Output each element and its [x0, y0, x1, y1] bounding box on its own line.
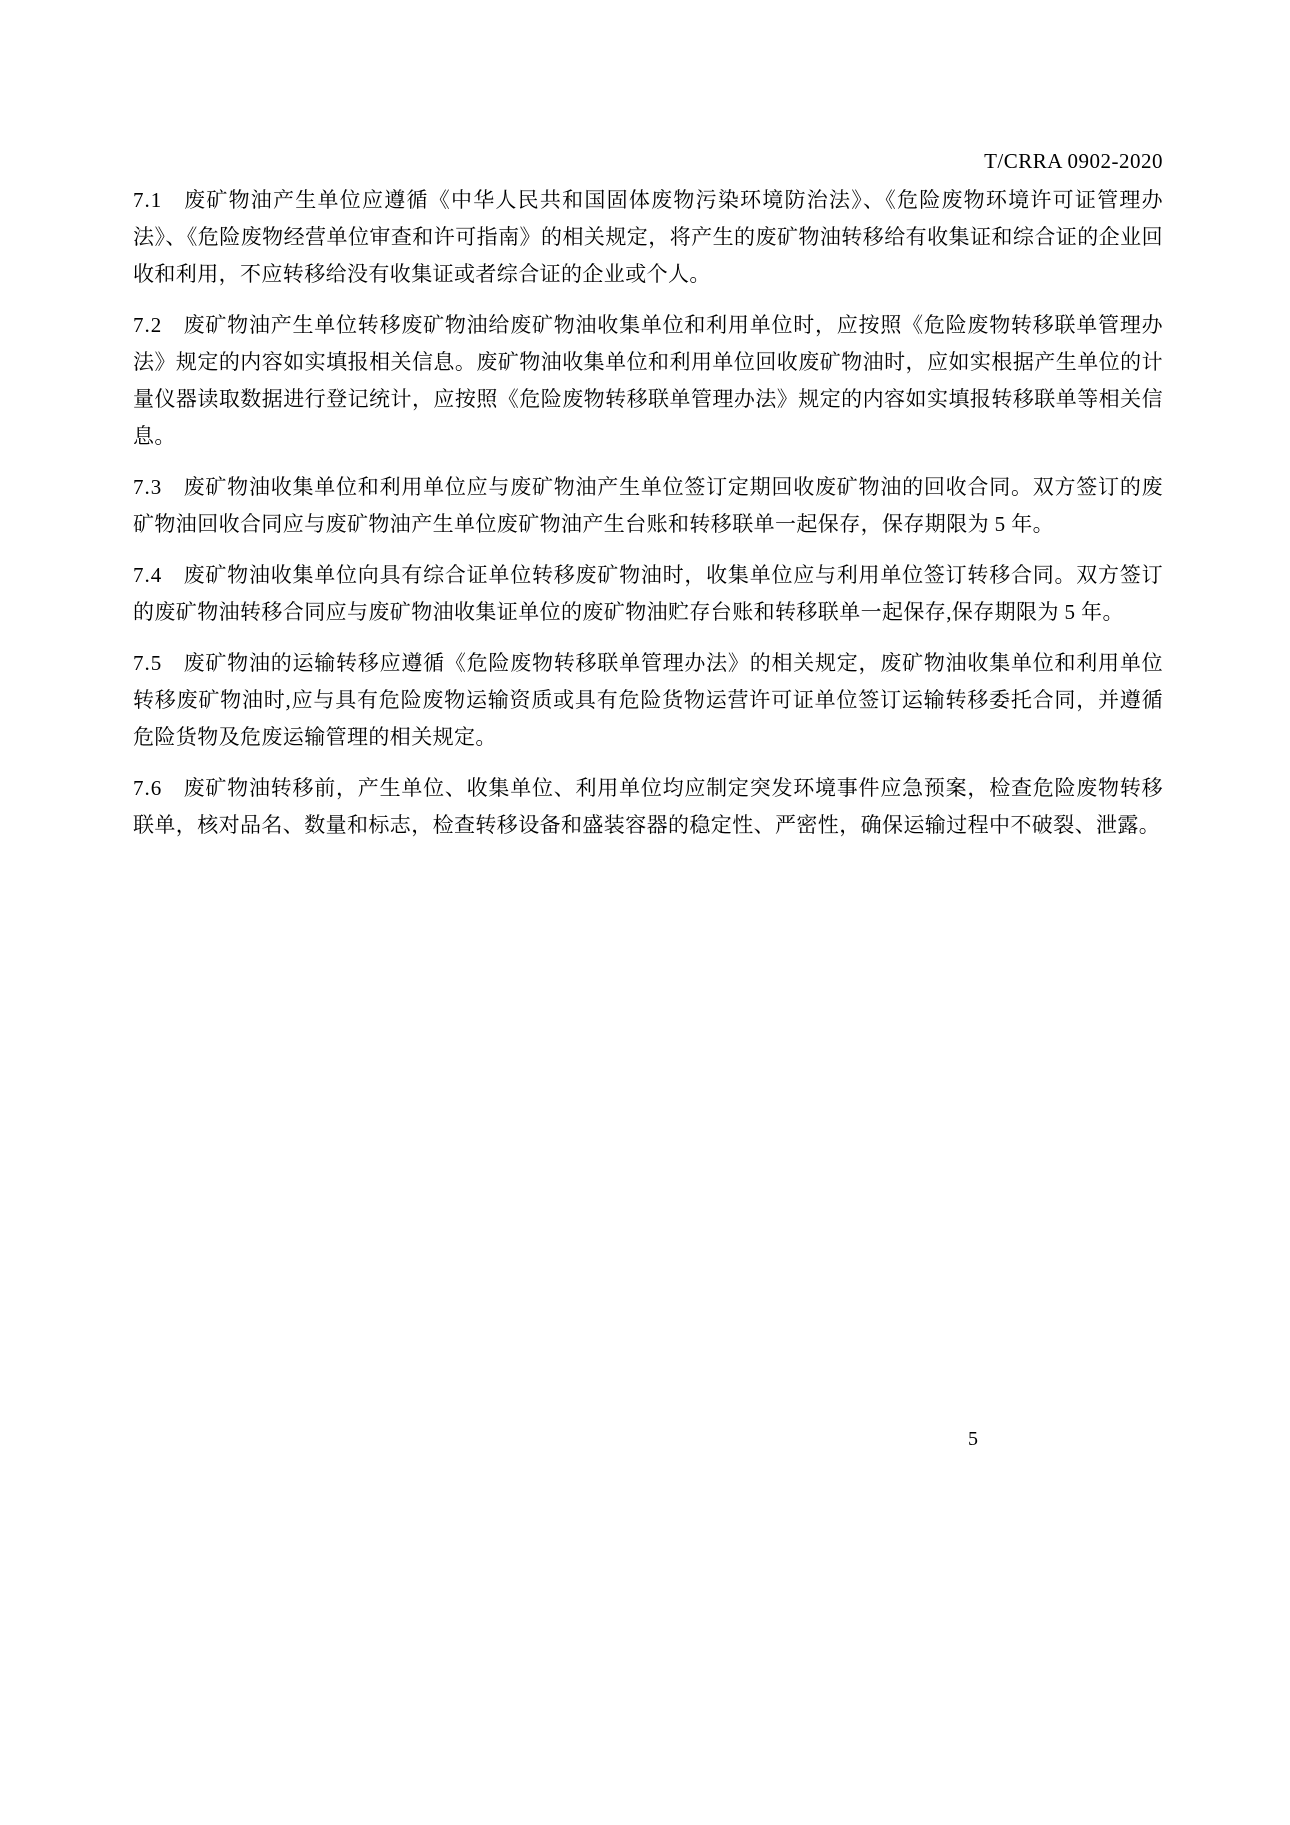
clause-7-4	[133, 557, 1163, 631]
page-number: 5	[968, 1428, 978, 1450]
clause-7-6	[133, 770, 1163, 844]
clause-7-5	[133, 645, 1163, 756]
clause-number: 7.6	[133, 776, 163, 800]
clause-text: 废矿物油收集单位和利用单位应与废矿物油产生单位签订定期回收废矿物油的回收合同。双方签订的废矿物油回收合同应与废矿物油产生单位废矿物油产生台账和转移联单一起保存，保存期限为 5 年。	[133, 475, 1163, 536]
document-header	[133, 149, 1163, 174]
standard-code: T/CRRA 0902-2020	[984, 149, 1163, 173]
clause-text: 废矿物油产生单位应遵循《中华人民共和国固体废物污染环境防治法》、《危险废物环境许可证管理办法》、《危险废物经营单位审查和许可指南》的相关规定，将产生的废矿物油转移给有收集证和综合证的企业回收和利用，不应转移给没有收集证或者综合证的企业或个人。	[133, 188, 1163, 286]
document-body	[133, 182, 1163, 858]
clause-7-2	[133, 307, 1163, 455]
clause-text: 废矿物油转移前，产生单位、收集单位、利用单位均应制定突发环境事件应急预案，检查危险废物转移联单，核对品名、数量和标志，检查转移设备和盛装容器的稳定性、严密性，确保运输过程中不破裂、泄露。	[133, 776, 1163, 837]
clause-number: 7.2	[133, 313, 163, 337]
clause-number: 7.1	[133, 188, 163, 212]
clause-number: 7.4	[133, 563, 163, 587]
clause-7-3	[133, 469, 1163, 543]
clause-text: 废矿物油产生单位转移废矿物油给废矿物油收集单位和利用单位时，应按照《危险废物转移联单管理办法》规定的内容如实填报相关信息。废矿物油收集单位和利用单位回收废矿物油时，应如实根据产生单位的计量仪器读取数据进行登记统计，应按照《危险废物转移联单管理办法》规定的内容如实填报转移联单等相关信息。	[133, 313, 1163, 448]
clause-number: 7.3	[133, 475, 163, 499]
clause-text: 废矿物油收集单位向具有综合证单位转移废矿物油时，收集单位应与利用单位签订转移合同。双方签订的废矿物油转移合同应与废矿物油收集证单位的废矿物油贮存台账和转移联单一起保存,保存期限为 5 年。	[133, 563, 1163, 624]
clause-text: 废矿物油的运输转移应遵循《危险废物转移联单管理办法》的相关规定，废矿物油收集单位和利用单位转移废矿物油时,应与具有危险废物运输资质或具有危险货物运营许可证单位签订运输转移委托合同，并遵循危险货物及危废运输管理的相关规定。	[133, 651, 1163, 749]
clause-7-1	[133, 182, 1163, 293]
clause-number: 7.5	[133, 651, 163, 675]
